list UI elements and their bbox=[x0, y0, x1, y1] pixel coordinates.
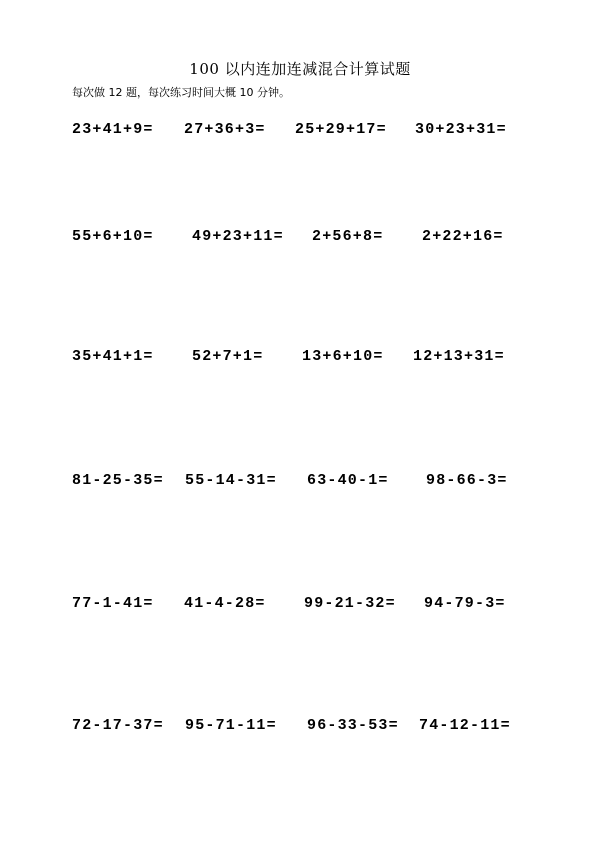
problem: 2+56+8= bbox=[312, 228, 384, 245]
problem: 25+29+17= bbox=[295, 121, 387, 138]
problem: 55+6+10= bbox=[72, 228, 154, 245]
problem: 74-12-11= bbox=[419, 717, 511, 734]
problem: 98-66-3= bbox=[426, 472, 508, 489]
problem: 13+6+10= bbox=[302, 348, 384, 365]
problem: 23+41+9= bbox=[72, 121, 154, 138]
problem: 63-40-1= bbox=[307, 472, 389, 489]
problem: 52+7+1= bbox=[192, 348, 264, 365]
problem: 27+36+3= bbox=[184, 121, 266, 138]
problem: 94-79-3= bbox=[424, 595, 506, 612]
problem: 12+13+31= bbox=[413, 348, 505, 365]
problem: 55-14-31= bbox=[185, 472, 277, 489]
worksheet-title: 100 以内连加连减混合计算试题 bbox=[189, 60, 411, 78]
problem: 30+23+31= bbox=[415, 121, 507, 138]
problem: 81-25-35= bbox=[72, 472, 164, 489]
problem: 96-33-53= bbox=[307, 717, 399, 734]
problem: 99-21-32= bbox=[304, 595, 396, 612]
worksheet-instructions: 每次做 12 题，每次练习时间大概 10 分钟。 bbox=[72, 86, 290, 99]
problem: 35+41+1= bbox=[72, 348, 154, 365]
problem: 95-71-11= bbox=[185, 717, 277, 734]
problem: 2+22+16= bbox=[422, 228, 504, 245]
problem: 49+23+11= bbox=[192, 228, 284, 245]
problem: 72-17-37= bbox=[72, 717, 164, 734]
problem: 41-4-28= bbox=[184, 595, 266, 612]
problem: 77-1-41= bbox=[72, 595, 154, 612]
